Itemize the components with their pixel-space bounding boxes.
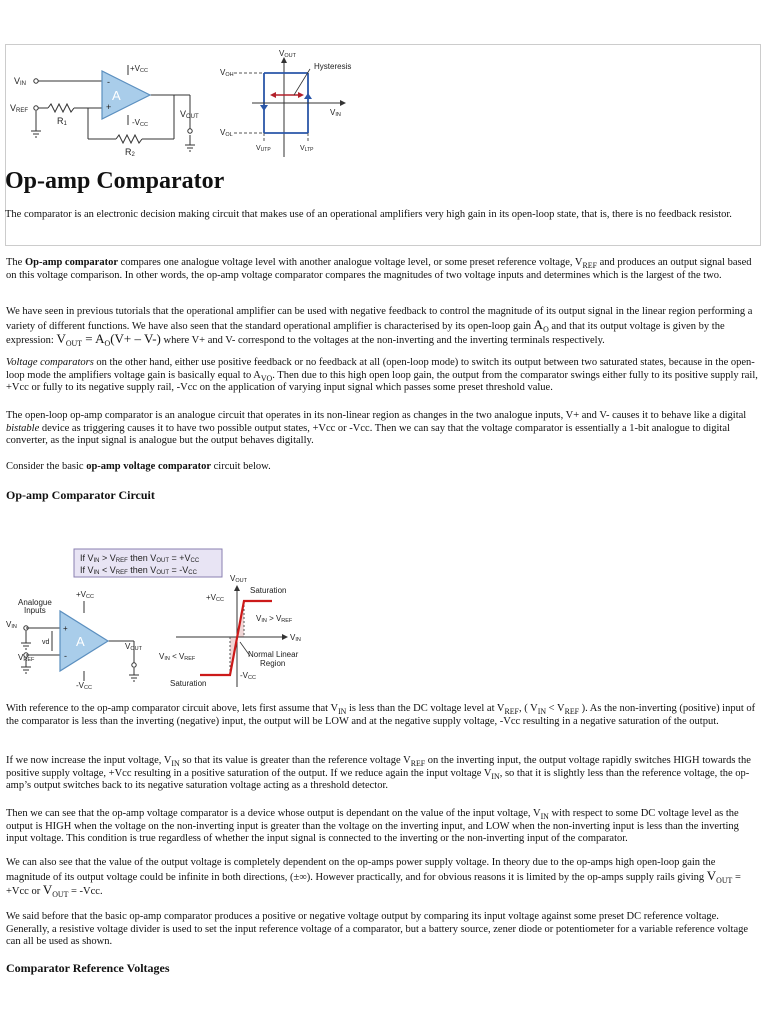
paragraph-10: We said before that the basic op-amp comparator produces a positive or negative voltage output by comparing its input voltage against some preset DC reference voltage. Generally, a resistive voltage divider is used to set the input reference voltage of a comparator, but a battery source, zener diode or potentiometer for a variable reference voltage can all be used as shown. xyxy=(6,911,749,947)
voh-label: VOH xyxy=(220,68,234,78)
hysteresis-comparator-figure xyxy=(8,47,368,167)
condition-1: If VIN > VREF then VOUT = +VCC xyxy=(80,553,200,564)
graph-vout-label: VOUT xyxy=(279,49,296,59)
r2-label: R2 xyxy=(125,147,135,158)
graph-vout-label: VOUT xyxy=(230,574,247,584)
paragraph-1: The Op-amp comparator compares one analogue voltage level with another analogue voltage level, or some preset reference voltage, $V_{REF}$ and produces an output signal based on this voltage comparison. In other words, the op-amp voltage comparator compares the magnitudes of two voltage inputs and determines which is the largest of the two. xyxy=(6,257,752,281)
paragraph-4: The open-loop op-amp comparator is an analogue circuit that operates in its non-linear region as changes in the two analogue inputs, V+ and V- causes it to behave like a digital bistable device as triggering causes it to have two possible output states, +Vcc or -Vcc. Then we can say that the voltage comparator is essentially a 1-bit analogue to digital converter, as the input signal is analogue but the output behaves digitally. xyxy=(6,410,747,446)
normal-linear-label: Normal Linear xyxy=(248,650,299,659)
paragraph-5: Consider the basic op-amp voltage comparator circuit below. xyxy=(6,461,271,472)
saturation-bottom-label: Saturation xyxy=(170,679,207,688)
vd-label: vd xyxy=(42,639,50,646)
graph-vin-label: VIN xyxy=(290,633,301,643)
heading-comparator-circuit: Op-amp Comparator Circuit xyxy=(6,488,155,502)
vcc-pos-label: +VCC xyxy=(76,590,94,600)
comparator-circuit-figure xyxy=(4,547,314,689)
graph-vin-label: VIN xyxy=(330,108,341,118)
paragraph-2: We have seen in previous tutorials that the operational amplifier can be used with negative feedback to control the magnitude of its output signal in the linear region performing a variety of different functions. We have also seen that the standard operational amplifier is characterised by its open-loop gain $A_O$ and that its output voltage is given by the expression: $V_{OUT} = A_O(V+ - V-)$ where V+ and V- correspond to the voltages at the non-inverting and the inverting terminals respectively. xyxy=(6,306,753,349)
region-label: Region xyxy=(260,659,286,668)
inputs-label: Inputs xyxy=(24,606,46,615)
comparator-opamp-label: A xyxy=(76,634,85,649)
gt-label: VIN > VREF xyxy=(256,614,293,624)
svg-text:+: + xyxy=(106,102,112,112)
saturation-top-label: Saturation xyxy=(250,586,287,595)
r1-label: R1 xyxy=(57,116,67,127)
hysteresis-label: Hysteresis xyxy=(314,62,352,71)
vcc-neg-label: -VCC xyxy=(132,118,148,128)
paragraph-9: We can also see that the value of the output voltage is completely dependent on the op-amps power supply voltage. In theory due to the op-amps high open-loop gain the magnitude of its output voltage could be infinite in both directions, (±∞). However practically, and for obvious reasons it is limited by the op-amps supply rails giving $V_{OUT} = +Vcc$ or $V_{OUT} = -Vcc$. xyxy=(6,857,741,900)
vout-label: VOUT xyxy=(180,109,199,120)
vutp-label: VUTP xyxy=(256,145,271,153)
lt-label: VIN < VREF xyxy=(159,652,196,662)
svg-text:+: + xyxy=(63,624,68,633)
intro-paragraph: The comparator is an electronic decision making circuit that makes use of an operational amplifiers very high gain in its open-loop state, that is, there is no feedback resistor. xyxy=(5,209,732,220)
heading-reference-voltages: Comparator Reference Voltages xyxy=(6,961,170,975)
paragraph-8: Then we can see that the op-amp voltage comparator is a device whose output is dependant on the value of the input voltage, $V_{IN}$ with respect to some DC voltage level as the output is HIGH when the voltage on the non-inverting input is greater than the voltage on the inverting input, and LOW when the non-inverting input is less than the inverting input voltage. This condition is true regardless of whether the input signal is connected to the inverting or the non-inverting input of the comparator. xyxy=(6,808,739,844)
graph-vcc-pos-label: +VCC xyxy=(206,593,224,603)
opamp-label: A xyxy=(112,88,121,103)
page-title: Op-amp Comparator xyxy=(5,168,225,194)
vltp-label: VLTP xyxy=(300,145,314,153)
vref-label: VREF xyxy=(10,103,29,114)
condition-2: If VIN < VREF then VOUT = -VCC xyxy=(80,565,197,576)
paragraph-3: Voltage comparators on the other hand, either use positive feedback or no feedback at all (open-loop mode) to switch its output between two saturated states, because in the open-loop mode the amplifiers voltage gain is basically equal to $A_{VO}$. Then due to this high open loop gain, the output from the comparator swings either fully to its positive supply rail, +Vcc or fully to its negative supply rail, -Vcc on the application of varying input signal which passes some preset threshold value. xyxy=(6,357,758,393)
vcc-neg-label: -VCC xyxy=(76,681,92,689)
paragraph-7: If we now increase the input voltage, $V_{IN}$ so that its value is greater than the reference voltage $V_{REF}$ on the inverting input, the output voltage rapidly switches HIGH towards the positive supply voltage, +Vcc resulting in a positive saturation of the output. If we reduce again the input voltage $V_{IN}$, so that it is slightly less than the reference voltage, the op-amp’s output switches back to its negative saturation voltage acting as a threshold detector. xyxy=(6,755,751,791)
vref-label: VREF xyxy=(18,653,35,663)
transfer-characteristic-graph xyxy=(176,585,288,687)
vol-label: VOL xyxy=(220,128,233,138)
paragraph-6: With reference to the op-amp comparator circuit above, lets first assume that $V_{IN}$ is less than the DC voltage level at $V_{REF}$, ( $V_{IN} < V_{REF}$ ). As the non-inverting (positive) input of the comparator is less than the inverting (negative) input, the output will be LOW and at the negative supply voltage, -Vcc resulting in a negative saturation of the output. xyxy=(6,703,756,727)
vin-label: VIN xyxy=(14,76,27,87)
graph-vcc-neg-label: -VCC xyxy=(240,671,256,681)
svg-text:-: - xyxy=(64,651,67,661)
vout-label: VOUT xyxy=(125,642,142,652)
svg-text:-: - xyxy=(107,77,110,87)
vin-label: VIN xyxy=(6,620,17,630)
vcc-pos-label: +VCC xyxy=(130,64,148,74)
analogue-label: Analogue xyxy=(18,598,52,607)
